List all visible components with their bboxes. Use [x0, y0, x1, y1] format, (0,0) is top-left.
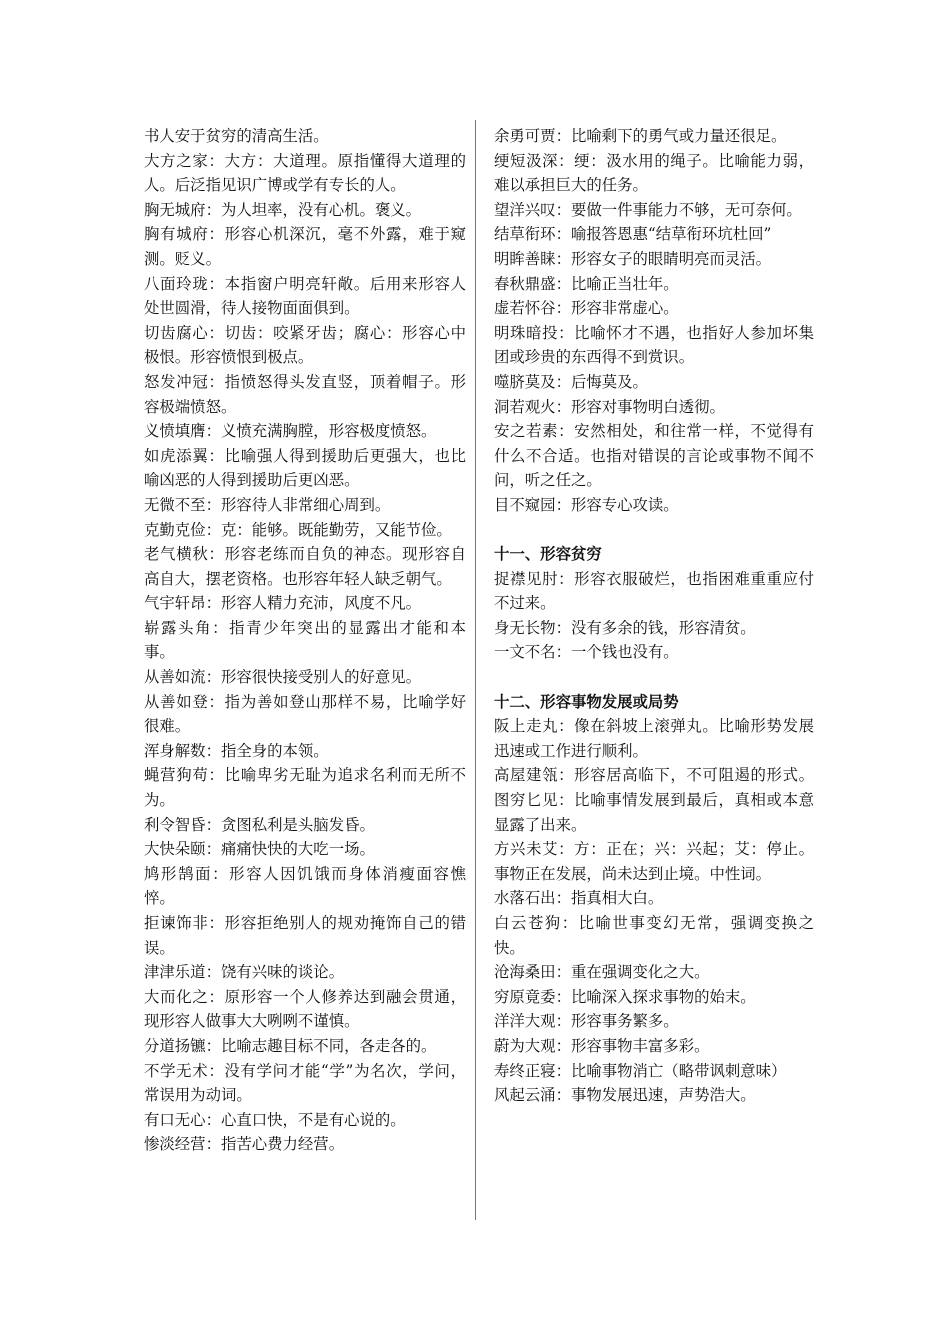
idiom-entry: 余勇可贾：比喻剩下的勇气或力量还很足。 — [494, 127, 787, 145]
section-heading-poverty: 十一、形容贫穷 — [494, 545, 602, 564]
idiom-entry: 蔚为大观：形容事物丰富多彩。 — [494, 1036, 710, 1055]
idiom-entry: 惨淡经营：指苦心费力经营。 — [144, 1135, 345, 1154]
idiom-entry: 风起云涌：事物发展迅速，声势浩大。 — [494, 1086, 756, 1105]
idiom-entry: 如虎添翼：比喻强人得到援助后更强大，也比喻凶恶的人得到援助后更凶恶。 — [144, 446, 466, 490]
idiom-entry: 安之若素：安然相处，和往常一样，不觉得有什么不合适。也指对错误的言论或事物不闻不问，听之任之。 — [494, 422, 814, 490]
idiom-entry: 书人安于贫穷的清高生活。 — [144, 127, 329, 145]
idiom-entry: 绠短汲深：绠：汲水用的绳子。比喻能力弱，难以承担巨大的任务。 — [494, 151, 814, 195]
idiom-entry: 目不窥园：形容专心攻读。 — [494, 495, 679, 514]
idiom-entry: 洋洋大观：形容事务繁多。 — [494, 1012, 679, 1031]
idiom-entry: 高屋建瓴：形容居高临下，不可阻遏的形式。图穷匕见：比喻事情发展到最后，真相或本意显露了出来。 — [494, 766, 814, 834]
right-column — [494, 124, 814, 1108]
idiom-entry: 捉襟见肘：形容衣服破烂，也指困难重重应付不过来。 — [494, 569, 814, 613]
idiom-entry: 大快朵颐：痛痛快快的大吃一场。 — [144, 840, 375, 859]
idiom-entry: 怒发冲冠：指愤怒得头发直竖，顶着帽子。形容极端愤怒。 — [144, 372, 466, 416]
idiom-entry: 分道扬镳：比喻志趣目标不同，各走各的。 — [144, 1036, 437, 1055]
idiom-entry: 八面玲珑：本指窗户明亮轩敞。后用来形容人处世圆滑，待人接物面面俱到。 — [144, 274, 466, 318]
idiom-entry: 崭露头角：指青少年突出的显露出才能和本事。 — [144, 618, 466, 662]
idiom-entry: 阪上走丸：像在斜坡上滚弹丸。比喻形势发展迅速或工作进行顺利。 — [494, 717, 814, 760]
idiom-entry: 大方之家：大方：大道理。原指懂得大道理的人。后泛指见识广博或学有专长的人。 — [144, 151, 466, 195]
idiom-entry: 一文不名：一个钱也没有。 — [494, 643, 679, 662]
idiom-entry: 利令智昏：贪图私利是头脑发昏。 — [144, 815, 375, 834]
idiom-entry: 明眸善睐：形容女子的眼睛明亮而灵活。 — [494, 249, 772, 268]
idiom-entry: 从善如登：指为善如登山那样不易，比喻学好很难。 — [144, 692, 466, 736]
idiom-entry: 蝇营狗苟：比喻卑劣无耻为追求名利而无所不为。 — [144, 766, 466, 810]
section-heading-development: 十二、形容事物发展或局势 — [494, 692, 679, 711]
left-column — [144, 124, 466, 1157]
idiom-entry: 穷原竟委：比喻深入探求事物的始末。 — [494, 987, 756, 1006]
idiom-entry: 沧海桑田：重在强调变化之大。 — [494, 963, 710, 982]
idiom-entry: 胸有城府：形容心机深沉，毫不外露，难于窥测。贬义。 — [144, 225, 466, 268]
idiom-entry: 鸠形鹄面：形容人因饥饿而身体消瘦面容憔悴。 — [144, 864, 466, 908]
idiom-entry: 老气横秋：形容老练而自负的神态。现形容自高自大，摆老资格。也形容年轻人缺乏朝气。 — [144, 545, 466, 588]
idiom-entry: 水落石出：指真相大白。 — [494, 889, 664, 908]
idiom-entry: 切齿腐心：切齿：咬紧牙齿；腐心：形容心中极恨。形容愤恨到极点。 — [144, 323, 466, 367]
idiom-entry: 浑身解数：指全身的本领。 — [144, 741, 329, 760]
idiom-entry: 克勤克俭：克：能够。既能勤劳，又能节俭。 — [144, 520, 452, 539]
idiom-entry: 无微不至：形容待人非常细心周到。 — [144, 495, 391, 514]
idiom-entry: 津津乐道：饶有兴味的谈论。 — [144, 963, 345, 982]
idiom-entry: 胸无城府：为人坦率，没有心机。褒义。 — [144, 200, 422, 219]
idiom-entry: 身无长物：没有多余的钱，形容清贫。 — [494, 618, 756, 637]
idiom-entry: 望洋兴叹：要做一件事能力不够，无可奈何。 — [494, 200, 802, 219]
idiom-entry: 春秋鼎盛：比喻正当壮年。 — [494, 274, 679, 293]
idiom-entry: 义愤填膺：义愤充满胸膛，形容极度愤怒。 — [144, 422, 437, 441]
idiom-entry: 有口无心：心直口快，不是有心说的。 — [144, 1110, 406, 1129]
idiom-entry: 明珠暗投：比喻怀才不遇，也指好人参加坏集团或珍贵的东西得不到赏识。 — [494, 323, 814, 367]
idiom-entry: 洞若观火：形容对事物明白透彻。 — [494, 397, 725, 416]
idiom-entry: 噬脐莫及：后悔莫及。 — [494, 372, 648, 391]
idiom-entry: 方兴未艾：方：正在；兴：兴起；艾：停止。事物正在发展，尚未达到止境。中性词。 — [494, 840, 814, 883]
idiom-entry: 白云苍狗：比喻世事变幻无常，强调变换之快。 — [494, 914, 814, 957]
idiom-entry: 从善如流：形容很快接受别人的好意见。 — [144, 668, 422, 687]
idiom-entry: 气宇轩昂：形容人精力充沛，风度不凡。 — [144, 594, 422, 613]
idiom-entry: 虚若怀谷：形容非常虚心。 — [494, 299, 679, 318]
idiom-entry: 拒谏饰非：形容拒绝别人的规劝掩饰自己的错误。 — [144, 914, 466, 957]
idiom-entry: 结草衔环：喻报答恩惠“结草衔环坑杜回” — [494, 225, 772, 244]
idiom-entry: 寿终正寝：比喻事物消亡（略带讽刺意味） — [494, 1061, 787, 1080]
idiom-entry: 大而化之：原形容一个人修养达到融会贯通，现形容人做事大大咧咧不谨慎。 — [144, 987, 466, 1031]
idiom-entry: 不学无术：没有学问才能“学”为名次，学问，常误用为动词。 — [144, 1061, 466, 1105]
column-divider — [475, 120, 476, 1220]
